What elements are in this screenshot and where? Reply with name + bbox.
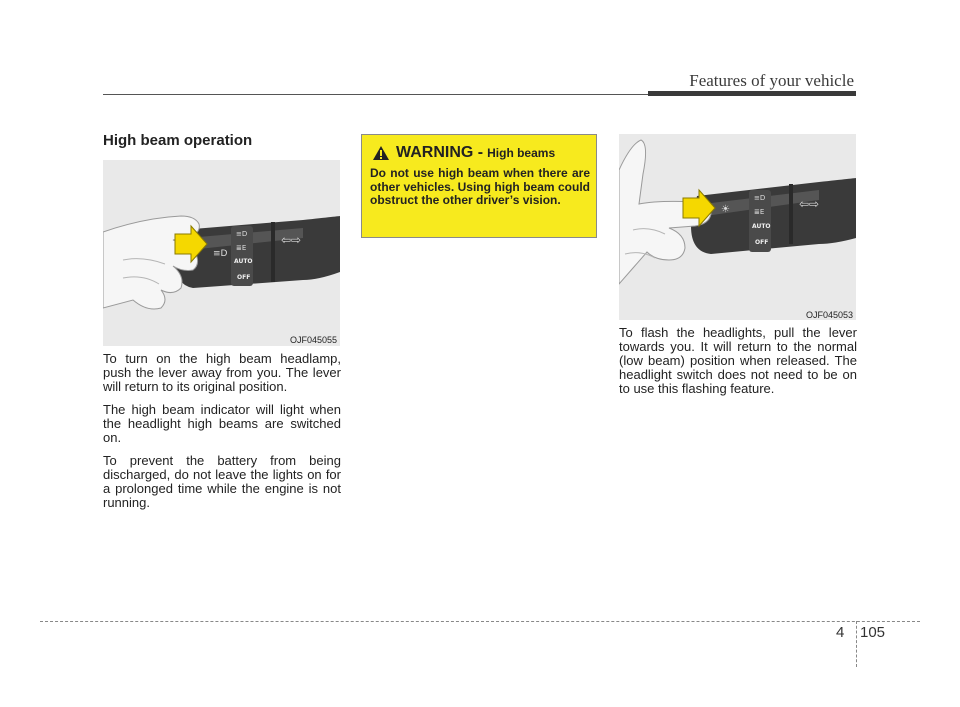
svg-text:≣E: ≣E xyxy=(754,208,765,216)
figure-pull-lever xyxy=(619,134,856,320)
svg-text:≡D: ≡D xyxy=(754,194,766,202)
footer-rule xyxy=(40,621,920,622)
running-header: Features of your vehicle xyxy=(689,71,854,90)
warning-text: Do not use high beam when there are other vehicles. Using high beam could obstruct the other driver’s vision. xyxy=(370,166,590,207)
paragraph-indicator: The high beam indicator will light when the headlight high beams are switched on. xyxy=(103,402,341,445)
svg-text:⇦⇨: ⇦⇨ xyxy=(799,197,820,211)
warning-box xyxy=(361,134,597,238)
page-number: 105 xyxy=(860,624,886,641)
figure-push-lever xyxy=(103,160,340,346)
illustration-hand-push-lever xyxy=(103,160,340,346)
paragraph-battery: To prevent the battery from being discharged, do not leave the lights on for a prolonged time while the engine is not running. xyxy=(103,453,341,510)
switch-label-auto-right: AUTO xyxy=(752,223,771,230)
section-title: High beam operation xyxy=(103,132,253,149)
warning-triangle-icon xyxy=(372,145,390,161)
svg-text:≡D: ≡D xyxy=(213,249,228,259)
svg-text:⇦⇨: ⇦⇨ xyxy=(281,233,302,247)
illustration-hand-pull-lever xyxy=(619,134,856,320)
warning-subject: High beams xyxy=(487,146,556,160)
paragraph-flash: To flash the headlights, pull the lever towards you. It will return to the normal (low beam) position when released. The headlight switch does not need to be on to use this flashing feature. xyxy=(619,325,857,396)
chapter-number: 4 xyxy=(836,624,845,641)
svg-text:☀: ☀ xyxy=(721,204,730,215)
header-rule-accent xyxy=(648,91,856,96)
switch-label-off-right: OFF xyxy=(755,239,769,246)
warning-label: WARNING - xyxy=(396,144,484,161)
switch-label-auto: AUTO xyxy=(234,258,253,265)
warning-heading xyxy=(372,144,555,162)
svg-text:≡D: ≡D xyxy=(236,230,248,238)
figure-code-right: OJF045053 xyxy=(806,310,854,320)
figure-code-left: OJF045055 xyxy=(290,335,338,345)
svg-text:≣E: ≣E xyxy=(236,244,247,252)
paragraph-push-lever: To turn on the high beam headlamp, push the lever away from you. The lever will return to its original position. xyxy=(103,351,341,394)
footer-divider xyxy=(856,621,857,667)
switch-label-off: OFF xyxy=(237,274,251,281)
